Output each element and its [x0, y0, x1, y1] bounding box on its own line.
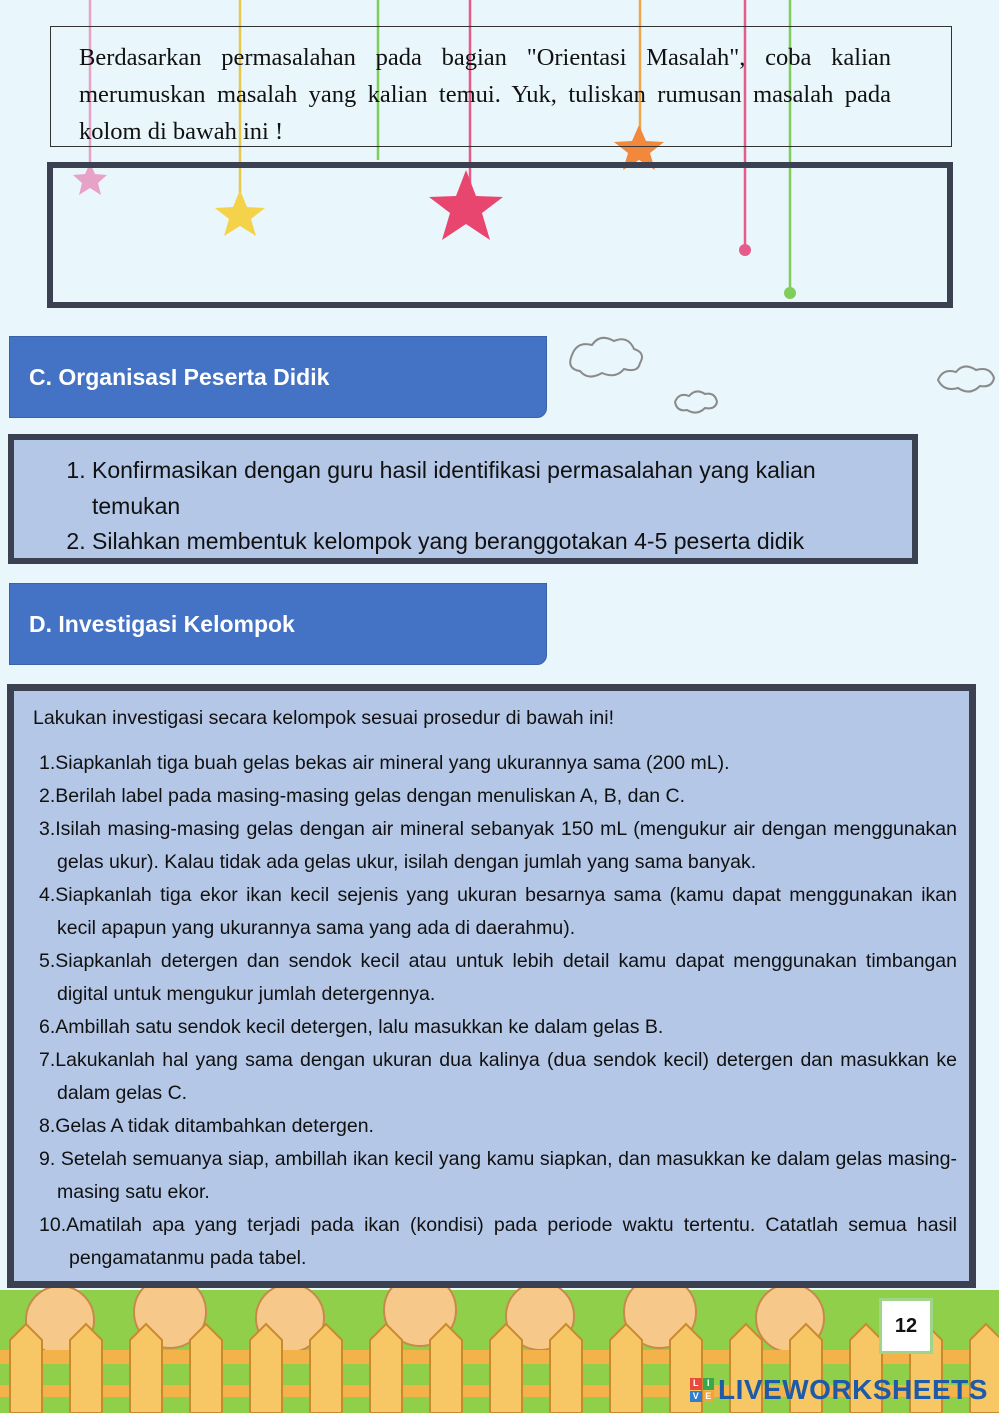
liveworksheets-logo-icon: L I V E [690, 1378, 714, 1402]
liveworksheets-brand[interactable] [690, 1372, 988, 1408]
procedure-steps [33, 747, 957, 1275]
list-item: 2. Silahkan membentuk kelompok yang beranggotakan 4-5 peserta didik [92, 524, 882, 560]
investigation-procedure [7, 684, 976, 1288]
page-number-text: 12 [894, 1314, 918, 1337]
procedure-step: 6.Ambillah satu sendok kecil detergen, lalu masukkan ke dalam gelas B. [39, 1016, 664, 1038]
intro-text: Berdasarkan permasalahan pada bagian "Orientasi Masalah", coba kalian merumuskan masalah yang kalian temui. Yuk, tuliskan rumusan masalah pada kolom di bawah ini ! [79, 44, 891, 145]
section-d-header [9, 583, 547, 665]
procedure-step: 2.Berilah label pada masing-masing gelas dengan menuliskan A, B, dan C. [39, 785, 686, 807]
section-c-title: C. OrganisasI Peserta Didik [29, 363, 330, 390]
procedure-step: 8.Gelas A tidak ditambahkan detergen. [39, 1115, 374, 1137]
procedure-step: 7.Lakukanlah hal yang sama dengan ukuran dua kalinya (dua sendok kecil) detergen dan masukkan ke dalam gelas C. [39, 1049, 957, 1104]
list-item: 1. Konfirmasikan dengan guru hasil identifikasi permasalahan yang kalian temukan [92, 453, 882, 524]
answer-input-box[interactable] [47, 162, 953, 308]
investigation-intro: Lakukan investigasi secara kelompok sesuai prosedur di bawah ini! [33, 707, 614, 729]
section-c-header [9, 336, 547, 418]
procedure-step: 1.Siapkanlah tiga buah gelas bekas air mineral yang ukurannya sama (200 mL). [39, 752, 730, 774]
procedure-step: 10.Amatilah apa yang terjadi pada ikan (kondisi) pada periode waktu tertentu. Catatlah semua hasil pengamatanmu pada tabel. [39, 1214, 957, 1269]
procedure-step: 5.Siapkanlah detergen dan sendok kecil atau untuk lebih detail kamu dapat menggunakan timbangan digital untuk mengukur jumlah detergennya. [39, 950, 957, 1005]
section-d-title: D. Investigasi Kelompok [29, 610, 295, 637]
intro-instruction [50, 26, 952, 147]
procedure-step: 4.Siapkanlah tiga ekor ikan kecil sejenis yang ukuran besarnya sama (kamu dapat menggunakan ikan kecil apapun yang ukurannya sama yang ada di daerahmu). [39, 884, 957, 939]
organization-list [54, 453, 882, 560]
procedure-step: 9. Setelah semuanya siap, ambillah ikan kecil yang kamu siapkan, dan masukkan ke dalam gelas masing-masing satu ekor. [39, 1148, 957, 1203]
organization-instructions [8, 434, 918, 564]
brand-name: LIVEWORKSHEETS [718, 1374, 988, 1405]
procedure-step: 3.Isilah masing-masing gelas dengan air mineral sebanyak 150 mL (mengukur air dengan menggunakan gelas ukur). Kalau tidak ada gelas ukur, isilah dengan jumlah yang sama banyak. [39, 818, 957, 873]
page-number [879, 1298, 933, 1354]
